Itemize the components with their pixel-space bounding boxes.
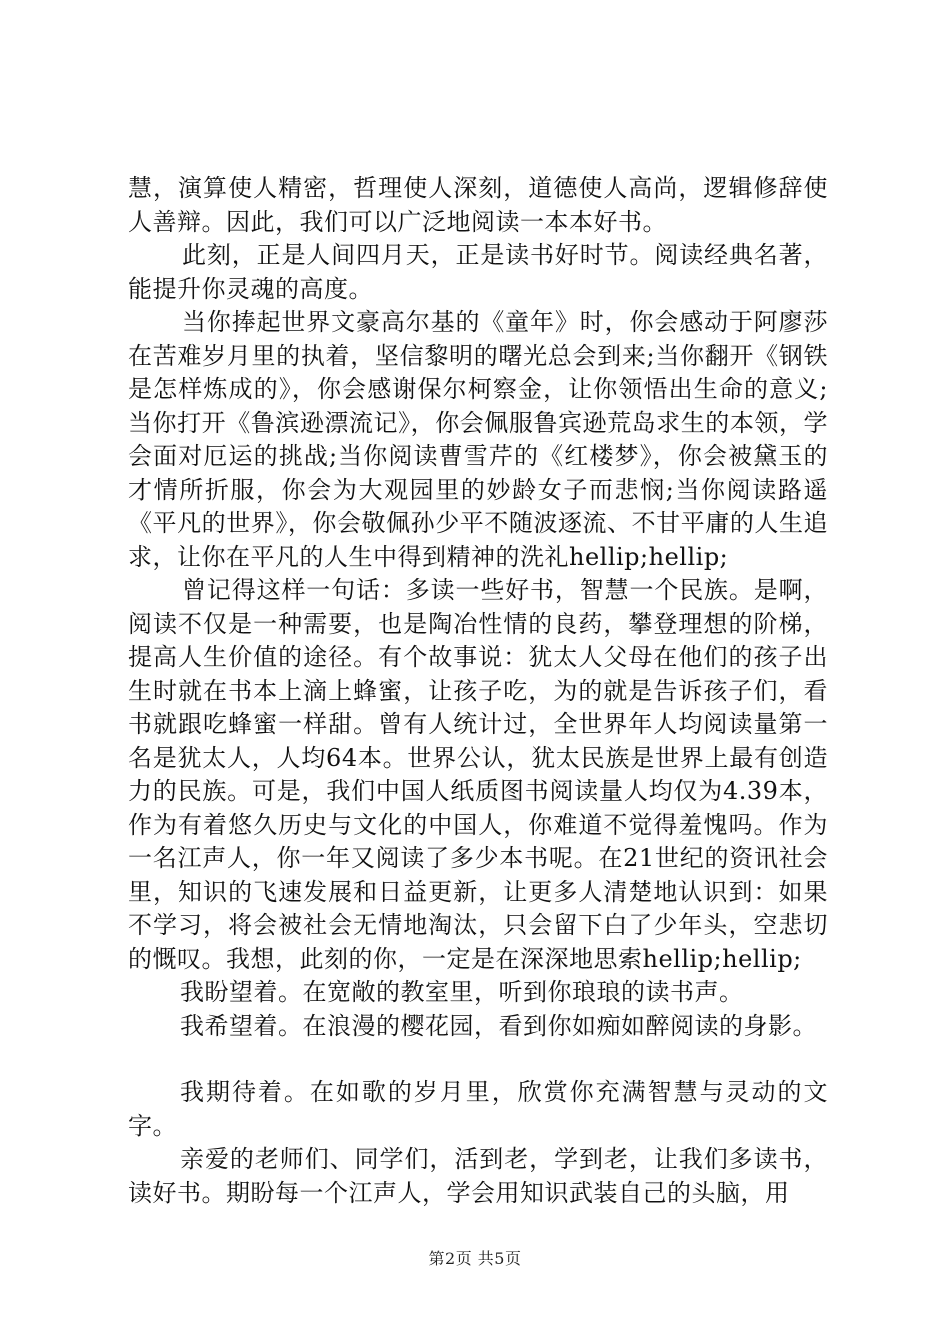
paragraph-hope-2: 我希望着。在浪漫的樱花园，看到你如痴如醉阅读的身影。 (180, 1011, 817, 1040)
page-footer (0, 1246, 950, 1269)
page-number-label: 第2页 共5页 (428, 1249, 522, 1268)
paragraph-hope-1: 我盼望着。在宽敞的教室里，听到你琅琅的读书声。 (180, 978, 744, 1006)
paragraph-closing: 亲爱的老师们、同学们，活到老，学到老，让我们多读书，读好书。期盼每一个江声人，学会用知识武装自己的头脑，用 (128, 1145, 828, 1207)
paragraph-continuation: 慧，演算使人精密，哲理使人深刻，道德使人高尚，逻辑修辞使人善辩。因此，我们可以广泛地阅读一本本好书。 (128, 174, 828, 236)
paragraph-hope-3: 我期待着。在如歌的岁月里，欣赏你充满智慧与灵动的文字。 (128, 1078, 828, 1140)
paragraph-reading-value: 曾记得这样一句话：多读一些好书，智慧一个民族。是啊，阅读不仅是一种需要，也是陶冶性情的良药，攀登理想的阶梯，提高人生价值的途径。有个故事说：犹太人父母在他们的孩子出生时就在书本上滴上蜂蜜，让孩子吃，为的就是告诉孩子们，看书就跟吃蜂蜜一样甜。曾有人统计过，全世界年人均阅读量第一名是犹太人，人均64本。世界公认，犹太民族是世界上最有创造力的民族。可是，我们中国人纸质图书阅读量人均仅为4.39本，作为有着悠久历史与文化的中国人，你难道不觉得羞愧吗。作为一名江声人，你一年又阅读了多少本书呢。在21世纪的资讯社会里，知识的飞速发展和日益更新，让更多人清楚地认识到：如果不学习，将会被社会无情地淘汰，只会留下白了少年头，空悲切的慨叹。我想，此刻的你，一定是在深深地思索hellip;hellip; (128, 576, 828, 973)
document-body (128, 172, 828, 1210)
paragraph-april: 此刻，正是人间四月天，正是读书好时节。阅读经典名著，能提升你灵魂的高度。 (128, 241, 828, 303)
paragraph-classics: 当你捧起世界文豪高尔基的《童年》时，你会感动于阿廖莎在苦难岁月里的执着，坚信黎明的曙光总会到来;当你翻开《钢铁是怎样炼成的》，你会感谢保尔柯察金，让你领悟出生命的意义;当你打开《鲁滨逊漂流记》，你会佩服鲁宾逊荒岛求生的本领，学会面对厄运的挑战;当你阅读曹雪芹的《红楼梦》，你会被黛玉的才情所折服，你会为大观园里的妙龄女子而悲悯;当你阅读路遥《平凡的世界》，你会敬佩孙少平不随波逐流、不甘平庸的人生追求，让你在平凡的人生中得到精神的洗礼hellip;hellip; (128, 308, 828, 571)
